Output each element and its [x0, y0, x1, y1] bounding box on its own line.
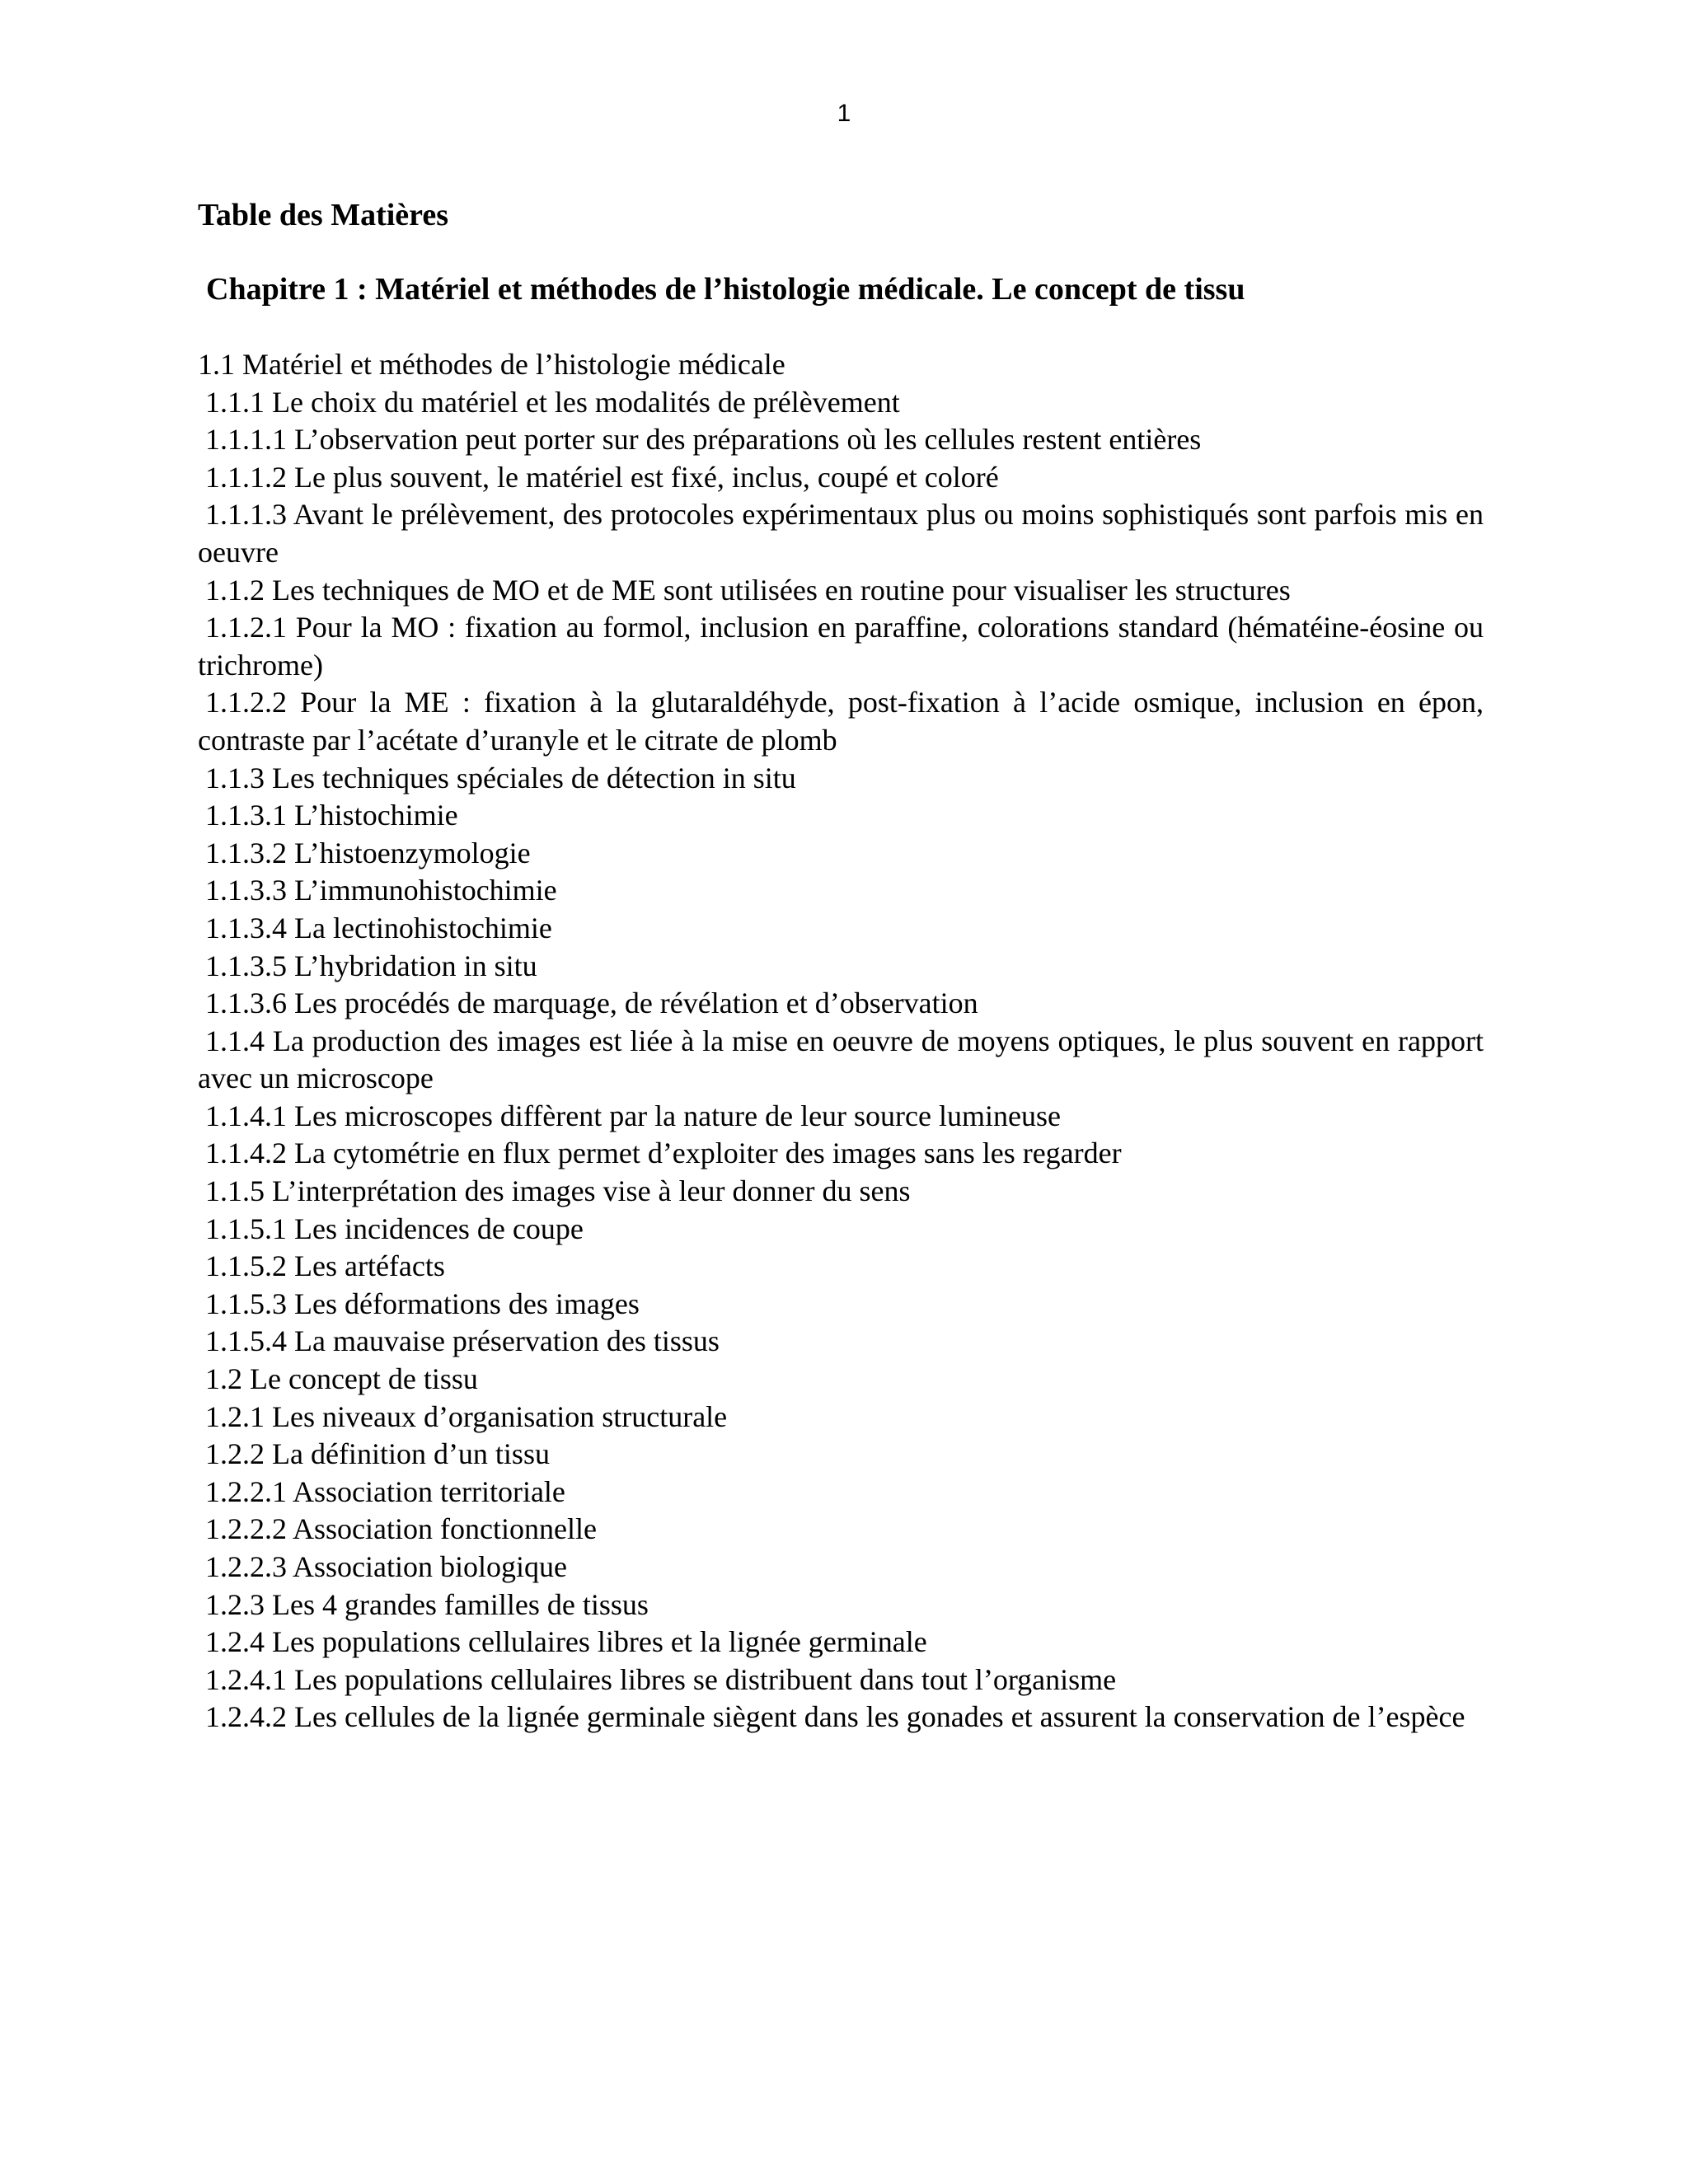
toc-entry: 1.2.4 Les populations cellulaires libres et la lignée germinale [205, 1625, 927, 1659]
toc-entry: 1.1.2 Les techniques de MO et de ME sont utilisées en routine pour visualiser les structures [205, 573, 1291, 607]
toc-entry: 1.1.5.2 Les artéfacts [205, 1249, 445, 1283]
toc-entry: 1.1.5.3 Les déformations des images [205, 1286, 640, 1320]
toc-entry: 1.1.1.1 L’observation peut porter sur des préparations où les cellules restent entières [205, 423, 1202, 457]
toc-entry: 1.2.2.3 Association biologique [205, 1550, 567, 1583]
toc-entry: 1.2.4.2 Les cellules de la lignée germinale siègent dans les gonades et assurent la conservation de l’espèce [205, 1700, 1465, 1734]
toc-entry: 1.1.4 La production des images est liée à la mise en oeuvre de moyens optiques, le plus souvent en rapport avec un microscope [198, 1024, 1484, 1095]
toc-title: Table des Matières [198, 198, 448, 232]
toc-entry: 1.1.3.4 La lectinohistochimie [205, 911, 552, 944]
toc-entry: 1.1.5.4 La mauvaise préservation des tissus [205, 1324, 720, 1358]
toc-entry: 1.1.3.3 L’immunohistochimie [205, 874, 557, 907]
toc-entry: 1.1.1 Le choix du matériel et les modalités de prélèvement [205, 385, 900, 419]
toc-entry: 1.1.3.1 L’histochimie [205, 799, 458, 832]
toc-entry: 1.1.4.2 La cytométrie en flux permet d’exploiter des images sans les regarder [205, 1137, 1122, 1170]
chapter-title: Chapitre 1 : Matériel et méthodes de l’histologie médicale. Le concept de tissu [206, 272, 1245, 307]
toc-entry: 1.2.2 La définition d’un tissu [205, 1437, 550, 1471]
toc-entry: 1.2.2.2 Association fonctionnelle [205, 1512, 597, 1546]
toc-entry: 1.1.3.6 Les procédés de marquage, de révélation et d’observation [205, 987, 978, 1020]
toc-entry: 1.2 Le concept de tissu [205, 1362, 478, 1396]
toc-entry: 1.2.1 Les niveaux d’organisation structurale [205, 1399, 728, 1433]
toc-entry: 1.2.4.1 Les populations cellulaires libres se distribuent dans tout l’organisme [205, 1662, 1117, 1696]
toc-entry: 1.1 Matériel et méthodes de l’histologie médicale [198, 348, 785, 381]
toc-entry: 1.2.2.1 Association territoriale [205, 1474, 565, 1508]
toc-entry: 1.1.3 Les techniques spéciales de détection in situ [205, 761, 796, 794]
toc-entry: 1.1.1.2 Le plus souvent, le matériel est fixé, inclus, coupé et coloré [205, 460, 999, 494]
page-number: 1 [837, 100, 851, 127]
toc-entry: 1.1.5.1 Les incidences de coupe [205, 1212, 584, 1245]
toc-entry-list [198, 346, 1484, 1736]
toc-entry: 1.1.1.3 Avant le prélèvement, des protocoles expérimentaux plus ou moins sophistiqués sont parfois mis en oeuvre [198, 498, 1484, 569]
toc-entry: 1.1.5 L’interprétation des images vise à leur donner du sens [205, 1174, 911, 1208]
toc-entry: 1.1.2.2 Pour la ME : fixation à la glutaraldéhyde, post-fixation à l’acide osmique, inclusion en épon, contraste par l’acétate d’uranyle et le citrate de plomb [198, 686, 1484, 757]
toc-entry: 1.1.2.1 Pour la MO : fixation au formol, inclusion en paraffine, colorations standard (hématéine-éosine ou trichrome) [198, 611, 1484, 682]
toc-entry: 1.1.3.2 L’histoenzymologie [205, 836, 531, 869]
toc-entry: 1.1.4.1 Les microscopes diffèrent par la nature de leur source lumineuse [205, 1099, 1061, 1132]
toc-entry: 1.2.3 Les 4 grandes familles de tissus [205, 1587, 649, 1621]
toc-entry: 1.1.3.5 L’hybridation in situ [205, 949, 537, 982]
